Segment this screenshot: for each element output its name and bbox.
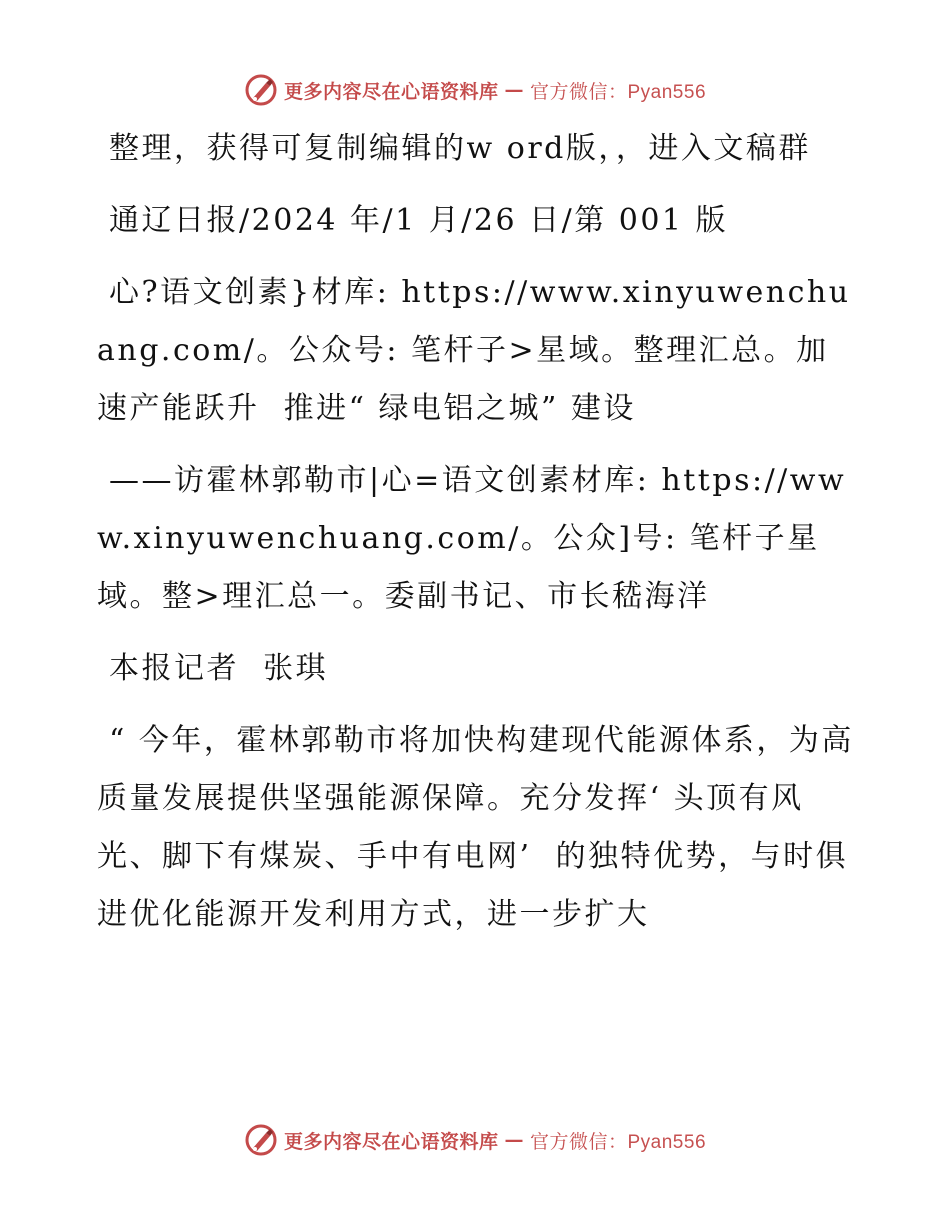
banner-text: 更多内容尽在心语资料库	[283, 80, 499, 103]
pen-logo-icon	[244, 1123, 278, 1157]
banner-text: 更多内容尽在心语资料库	[283, 1130, 499, 1153]
paragraph-4: ——访霍林郭勒市|心=语文创素材库: https://www.xinyuwenchuang.com/。公众]号: 笔杆子星域。整>理汇总一。委副书记、市长嵇海洋	[97, 463, 847, 614]
paragraph-2: 通辽日报/2024 年/1 月/26 日/第 001 版	[97, 203, 729, 238]
paragraph-3: 心?语文创素}材库: https://www.xinyuwenchuang.com/。公众号: 笔杆子>星域。整理汇总。加速产能跃升 推进“ 绿电铝之城” 建设	[97, 275, 851, 426]
header-banner	[0, 70, 950, 110]
footer-banner	[0, 1120, 950, 1160]
banner-wechat: 官方微信：Pyan556	[530, 81, 707, 103]
banner-wechat: 官方微信：Pyan556	[530, 1131, 707, 1153]
paragraph-1: 整理，获得可复制编辑的w ord版，，进入文稿群	[97, 131, 811, 166]
banner-dash: —	[504, 79, 524, 101]
paragraph-6: “ 今年，霍林郭勒市将加快构建现代能源体系，为高质量发展提供坚强能源保障。充分发挥‘ 头顶有风光、脚下有煤炭、手中有电网’ 的独特优势，与时俱进优化能源开发利用方式，进一步扩大	[97, 723, 854, 932]
banner-dash: —	[504, 1129, 524, 1151]
document-body	[97, 120, 857, 944]
pen-logo-icon	[244, 73, 278, 107]
paragraph-5: 本报记者 张琪	[97, 651, 329, 686]
